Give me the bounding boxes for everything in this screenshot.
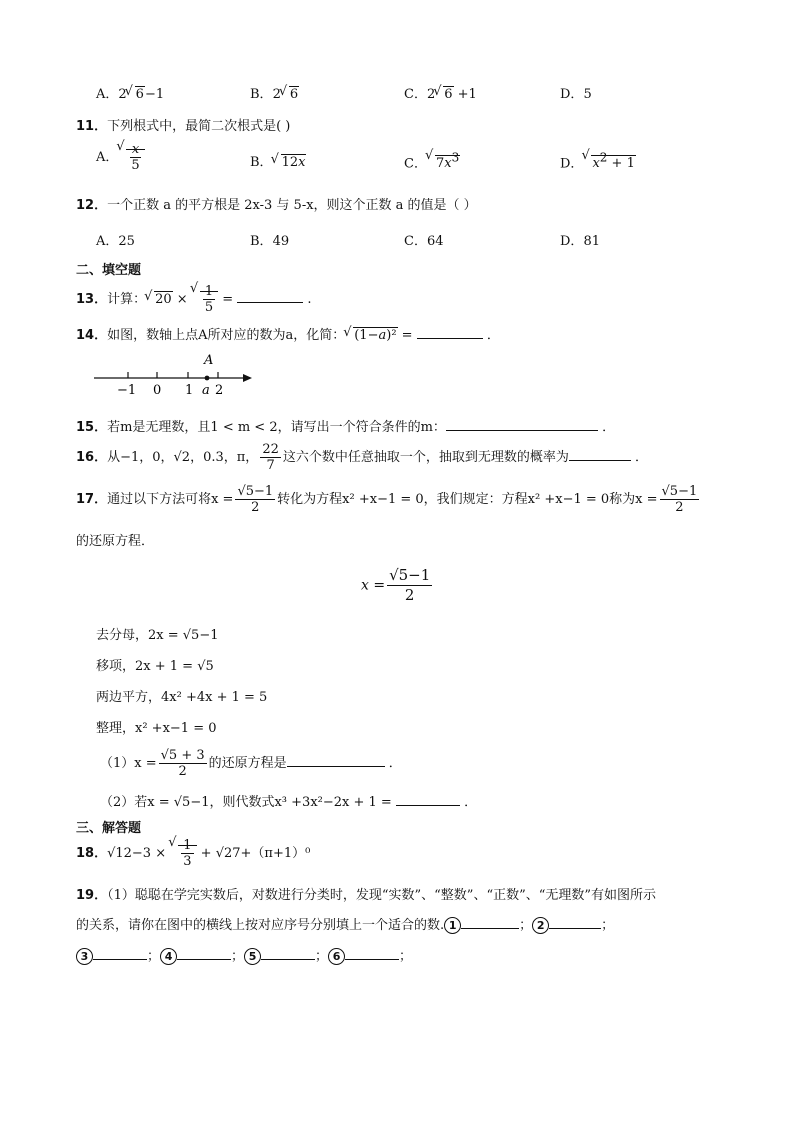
- q17-sub1: （1）x = $\frac{√5 + 3}{2}$ 的还原方程是 ．: [100, 748, 402, 779]
- point-a-label: A: [204, 353, 214, 368]
- q10-option-d: D．5: [560, 87, 592, 102]
- point-a-dot: [205, 376, 210, 381]
- q17-line1: 17．通过以下方法可将x = $\frac{√5-1}{2}$ 转化为方程x² +x−1 = 0，我们规定：方程x² +x−1 = 0称为x = $\frac{√5-1}{2}$: [76, 484, 698, 515]
- q14-answer-blank[interactable]: [417, 327, 483, 339]
- q10-option-c: C．2√ 6 +1: [404, 83, 477, 102]
- q19-blank-1[interactable]: [461, 917, 519, 929]
- q18: 18．√12−3 × √ $\frac{1}{3}$ + √27+（π+1）⁰: [76, 838, 310, 869]
- q12-stem: 12．一个正数 a 的平方根是 2x-3 与 5-x，则这个正数 a 的值是（ ）: [76, 198, 477, 213]
- q17-sub2: （2）若x = √5−1，则代数式x³ +3x²−2x + 1 = ．: [100, 795, 478, 810]
- point-a-value-label: a: [202, 383, 210, 396]
- q19-blank-4[interactable]: [177, 948, 231, 960]
- q17-step-1: 去分母，2x = √5−1: [96, 628, 219, 643]
- q19-blank-5[interactable]: [261, 948, 315, 960]
- circle-4: 4: [160, 948, 177, 965]
- q17-step-2: 移项，2x + 1 = √5: [96, 659, 214, 674]
- q11-option-b: B．√ 12x: [250, 151, 306, 170]
- q11-option-c: C．√ $7x^3$: [404, 151, 460, 171]
- q19-line1: 19．（1）聪聪在学完实数后，对数进行分类时，发现“实数”、“整数”、“正数”、“无理数”有如图所示: [76, 888, 657, 903]
- tick-label-2: 2: [215, 383, 224, 396]
- q15: 15．若m是无理数，且1 < m < 2，请写出一个符合条件的m： ．: [76, 420, 616, 435]
- circle-6: 6: [328, 948, 345, 965]
- tick-label-neg1: −1: [117, 383, 137, 396]
- q13-answer-blank[interactable]: [237, 291, 303, 303]
- q11-option-a: A． √ $\frac{x}{5}$: [96, 142, 145, 173]
- q17-step-3: 两边平方，4x² +4x + 1 = 5: [96, 690, 268, 705]
- q12-option-a: A．25: [96, 234, 135, 249]
- tick-label-1: 1: [185, 383, 194, 396]
- q17-line2: 的还原方程．: [76, 534, 155, 549]
- section-answer-title: 三、解答题: [76, 821, 142, 836]
- circle-5: 5: [244, 948, 261, 965]
- q19-blank-2[interactable]: [549, 917, 601, 929]
- number-line-figure: [90, 350, 260, 396]
- q10-option-b: B．2√ 6: [250, 83, 299, 102]
- q16-answer-blank[interactable]: [569, 449, 631, 461]
- q15-answer-blank[interactable]: [446, 419, 598, 431]
- q19-blank-3[interactable]: [93, 948, 147, 960]
- q12-option-d: D．81: [560, 234, 600, 249]
- q17-step-4: 整理，x² +x−1 = 0: [96, 721, 217, 736]
- q19-line3: 3 ； 4 ； 5 ； 6 ；: [76, 945, 412, 965]
- q12-option-b: B．49: [250, 234, 290, 249]
- q19-blank-6[interactable]: [345, 948, 399, 960]
- q17-sub1-answer-blank[interactable]: [287, 755, 385, 767]
- section-fill-in-title: 二、填空题: [76, 263, 142, 278]
- q12-option-c: C．64: [404, 234, 444, 249]
- q14: 14．如图，数轴上点A所对应的数为a，化简：√ (1−a)² = ．: [76, 324, 500, 343]
- q19-line2: 的关系，请你在图中的横线上按对应序号分别填上一个适合的数. 1 ； 2 ；: [76, 918, 615, 933]
- q17-sub2-answer-blank[interactable]: [396, 794, 460, 806]
- q17-display-equation: x = $\frac{√5-1}{2}$: [361, 566, 431, 604]
- circle-1: 1: [444, 917, 461, 934]
- circle-3: 3: [76, 948, 93, 965]
- q13: 13．计算：√ 20 × √ $\frac{1}{5}$ = .: [76, 284, 312, 315]
- q11-stem: 11．下列根式中，最简二次根式是( ): [76, 119, 291, 134]
- q11-option-d: D．√ $x^2 + 1$: [560, 151, 636, 171]
- tick-label-0: 0: [153, 383, 162, 396]
- q10-option-a: A．2√ 6−1: [96, 83, 164, 102]
- circle-2: 2: [532, 917, 549, 934]
- q16: 16．从−1，0，√2，0.3，π， $\frac{22}{7}$ 这六个数中任意抽取一个，抽取到无理数的概率为 ．: [76, 442, 649, 473]
